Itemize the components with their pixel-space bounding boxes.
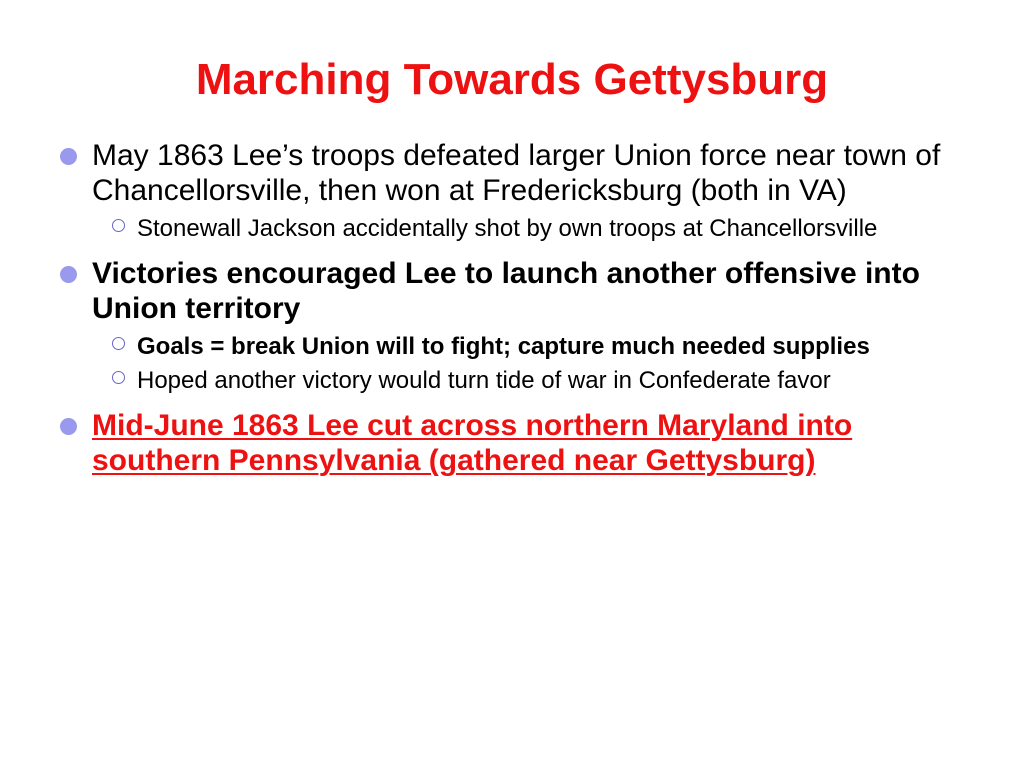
- bullet-list: [0, 138, 1024, 478]
- bullet-dot-icon: [60, 266, 77, 283]
- sub-bullet-text: Stonewall Jackson accidentally shot by own troops at Chancellorsville: [137, 215, 878, 242]
- bullet-text: May 1863 Lee’s troops defeated larger Union force near town of Chancellorsville, then won at Fredericksburg (both in VA): [92, 139, 941, 207]
- sub-bullet-item: [92, 332, 964, 362]
- hollow-circle-icon: [112, 371, 125, 384]
- slide-title: Marching Towards Gettysburg: [195, 55, 829, 104]
- bullet-item-2: [0, 256, 1024, 396]
- bullet-text: Victories encouraged Lee to launch another offensive into Union territory: [92, 257, 920, 325]
- sub-bullet-text: Goals = break Union will to fight; capture much needed supplies: [137, 333, 870, 360]
- sub-bullet-item: [92, 366, 964, 396]
- bullet-dot-icon: [60, 148, 77, 165]
- bullet-item-3: [0, 408, 1024, 478]
- bullet-item-1: [0, 138, 1024, 244]
- sub-bullet-list: [92, 214, 964, 244]
- sub-bullet-text: Hoped another victory would turn tide of war in Confederate favor: [137, 367, 831, 394]
- sub-bullet-list: [92, 332, 964, 396]
- hollow-circle-icon: [112, 219, 125, 232]
- highlighted-bullet-text: Mid-June 1863 Lee cut across northern Maryland into southern Pennsylvania (gathered near Gettysburg): [92, 409, 853, 477]
- bullet-dot-icon: [60, 418, 77, 435]
- hollow-circle-icon: [112, 337, 125, 350]
- sub-bullet-item: [92, 214, 964, 244]
